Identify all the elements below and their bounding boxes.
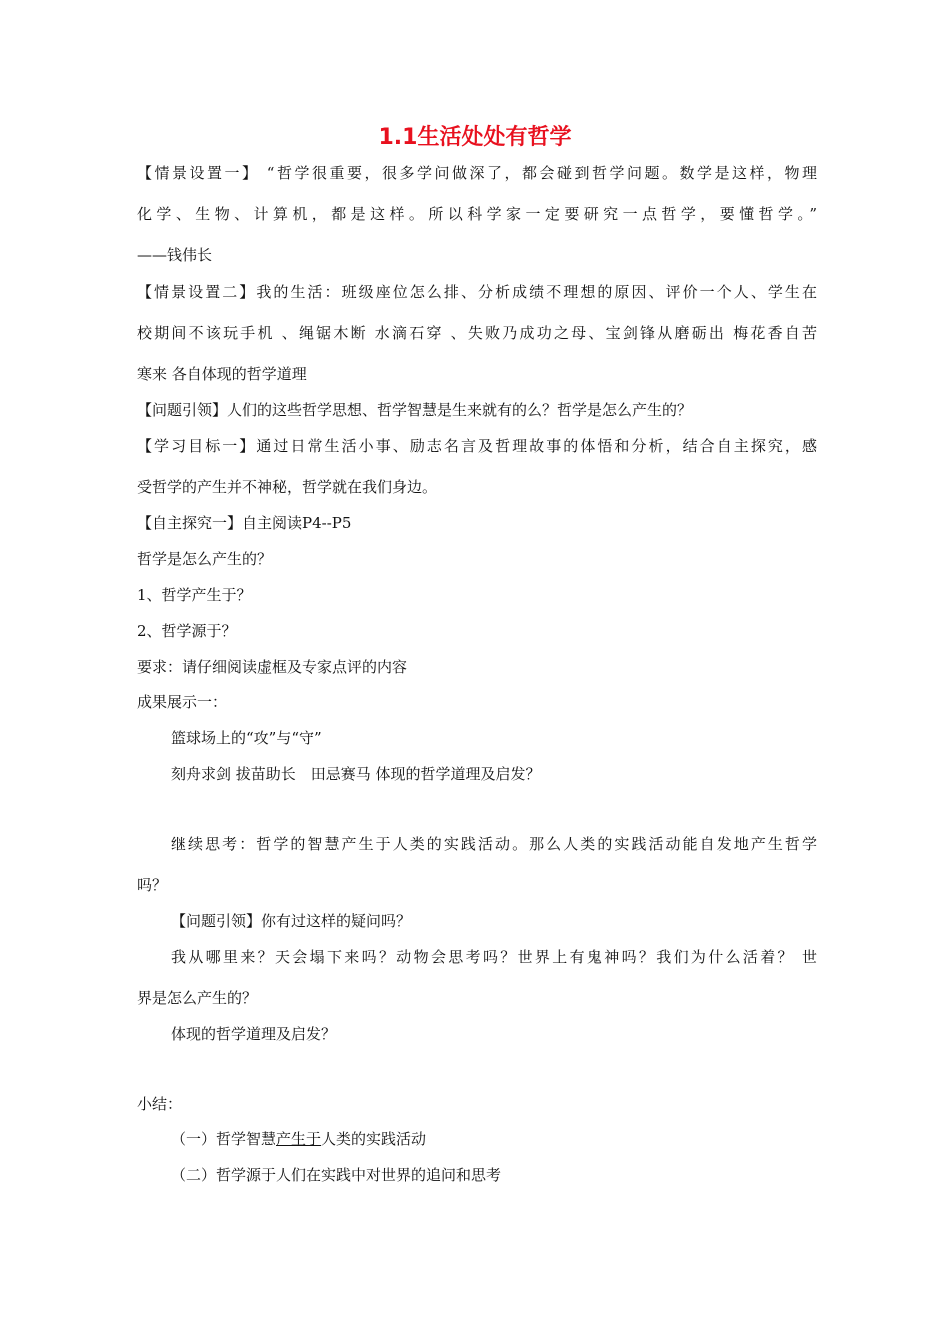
scenario-one-line-1: 【情景设置一】 “哲学很重要，很多学问做深了，都会碰到哲学问题。数学是这样，物理 [137,164,817,182]
self-study-heading: 【自主探究一】自主阅读P4--P5 [137,514,352,532]
continue-thinking-line-1: 继续思考：哲学的智慧产生于人类的实践活动。那么人类的实践活动能自发地产生哲学 [171,835,817,853]
results-heading: 成果展示一： [137,693,228,711]
learning-goal-line-2: 受哲学的产生并不神秘，哲学就在我们身边。 [137,478,438,496]
results-item-1: 篮球场上的“攻”与“守” [171,729,322,747]
summary-item-1 [171,1129,851,1149]
scenario-two-line-1: 【情景设置二】我的生活：班级座位怎么排、分析成绩不理想的原因、评价一个人、学生在 [137,283,817,301]
questions-line-1: 我从哪里来？天会塌下来吗？动物会思考吗？世界上有鬼神吗？我们为什么活着？ 世 [171,948,817,966]
requirement: 要求：请仔细阅读虚框及专家点评的内容 [137,658,408,676]
summary-heading: 小结： [137,1095,183,1113]
question-origin: 哲学是怎么产生的？ [137,550,273,568]
reflection-prompt: 体现的哲学道理及启发？ [171,1025,337,1043]
results-item-2: 刻舟求剑 拔苗助长 田忌赛马 体现的哲学道理及启发？ [171,765,541,783]
question-lead-one: 【问题引领】人们的这些哲学思想、哲学智慧是生来就有的么？哲学是怎么产生的？ [137,401,693,419]
quote-author: ——钱伟长 [137,246,213,264]
question-2: 2、哲学源于？ [137,622,237,640]
question-lead-two: 【问题引领】你有过这样的疑问吗？ [171,912,412,930]
question-1: 1、哲学产生于？ [137,586,252,604]
scenario-two-line-2: 校期间不该玩手机 、绳锯木断 水滴石穿 、失败乃成功之母、宝剑锋从磨砺出 梅花香自苦 [137,324,817,342]
scenario-two-line-3: 寒来 各自体现的哲学道理 [137,365,307,383]
scenario-one-line-2: 化学、生物、计算机，都是这样。所以科学家一定要研究一点哲学，要懂哲学。” [137,205,817,223]
questions-line-2: 界是怎么产生的？ [137,989,258,1007]
continue-thinking-line-2: 吗？ [137,876,168,894]
summary-item-1-prefix: （一）哲学智慧 [171,1130,277,1148]
summary-item-2: （二）哲学源于人们在实践中对世界的追问和思考 [171,1166,502,1184]
learning-goal-line-1: 【学习目标一】通过日常生活小事、励志名言及哲理故事的体悟和分析，结合自主探究，感 [137,437,817,455]
summary-item-1-suffix: 人类的实践活动 [321,1130,427,1148]
summary-item-1-underlined: 产生于 [276,1130,322,1148]
page-title: 1.1生活处处有哲学 [378,125,572,150]
